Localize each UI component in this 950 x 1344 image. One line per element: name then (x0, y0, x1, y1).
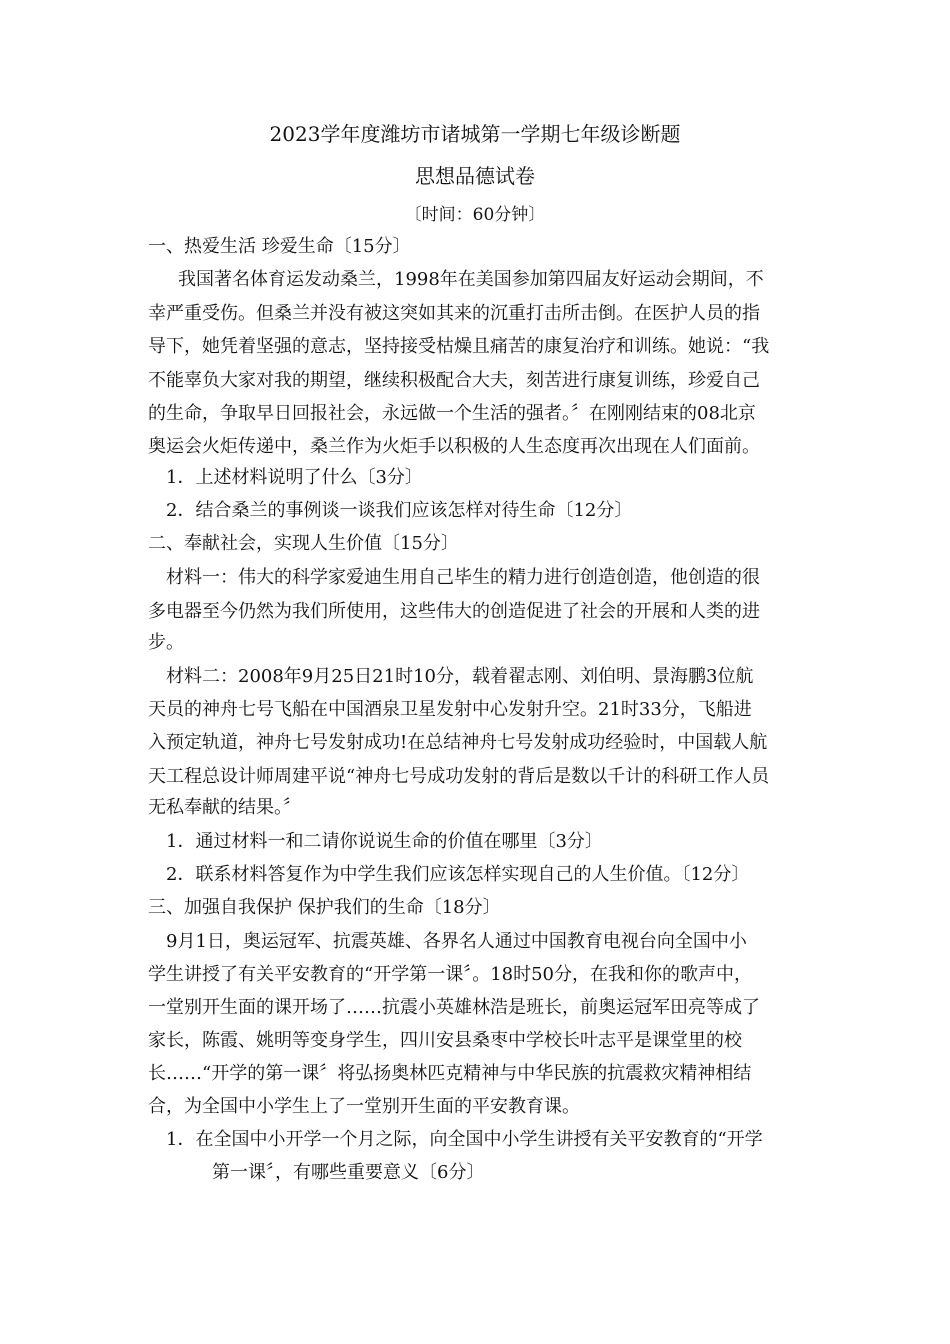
section3-text-line: 长……“开学的第一课〞将弘扬奥林匹克精神与中华民族的抗震救灾精神相结 (148, 1063, 752, 1084)
section2-material1-line: 材料一：伟大的科学家爱迪生用自己毕生的精力进行创造创造，他创造的很 (166, 567, 760, 588)
section2-material2-line: 入预定轨道，神舟七号发射成功!在总结神舟七号发射成功经验时，中国载人航 (148, 732, 768, 753)
section1-text-line: 不能辜负大家对我的期望，继续积极配合大夫，刻苦进行康复训练，珍爱自己 (148, 370, 760, 391)
section1-text-line: 我国著名体育运发动桑兰，1998年在美国参加第四届友好运动会期间，不 (178, 269, 764, 290)
section2-material2-line: 天员的神舟七号飞船在中国酒泉卫星发射中心发射升空。21时33分，飞船进 (148, 699, 752, 720)
section3-text-line: 学生讲授了有关平安教育的“开学第一课〞。18时50分，在我和你的歌声中， (148, 964, 753, 985)
section1-text-line: 的生命，争取早日回报社会，永远做一个生活的强者。〞在刚刚结束的08北京 (148, 403, 756, 424)
section3-heading: 三、加强自我保护 保护我们的生命〔18分〕 (148, 897, 501, 918)
section1-text-line: 导下，她凭着坚强的意志，坚持接受枯燥且痛苦的康复治疗和训练。她说：“我 (148, 336, 770, 357)
section3-text-line: 家长，陈霞、姚明等变身学生，四川安县桑枣中学校长叶志平是课堂里的校 (148, 1030, 742, 1051)
section1-text-line: 奥运会火炬传递中，桑兰作为火炬手以积极的人生态度再次出现在人们面前。 (148, 436, 760, 457)
exam-title: 2023学年度潍坊市诸城第一学期七年级诊断题 (269, 122, 681, 146)
section1-heading: 一、热爱生活 珍爱生命〔15分〕 (148, 236, 411, 257)
section2-question-2: 2．联系材料答复作为中学生我们应该怎样实现自己的人生价值。〔12分〕 (166, 864, 750, 885)
exam-time: 〔时间：60分钟〕 (404, 205, 546, 225)
section2-material1-line: 步。 (148, 632, 184, 653)
section2-material1-line: 多电器至今仍然为我们所使用，这些伟大的创造促进了社会的开展和人类的进 (148, 601, 760, 622)
section2-material2-line: 材料二：2008年9月25日21时10分，载着翟志刚、刘伯明、景海鹏3位航 (166, 666, 754, 687)
section2-material2-line: 天工程总设计师周建平说“神舟七号成功发射的背后是数以千计的科研工作人员 (148, 766, 770, 787)
exam-subtitle: 思想品德试卷 (415, 164, 535, 188)
section1-text-line: 幸严重受伤。但桑兰并没有被这突如其来的沉重打击所击倒。在医护人员的指 (148, 303, 760, 324)
section1-question-1: 1．上述材料说明了什么〔3分〕 (166, 467, 423, 488)
section3-text-line: 一堂别开生面的课开场了……抗震小英雄林浩是班长，前奥运冠军田亮等成了 (148, 997, 760, 1018)
section3-text-line: 合，为全国中小学生上了一堂别开生面的平安教育课。 (148, 1096, 580, 1117)
section1-question-2: 2．结合桑兰的事例谈一谈我们应该怎样对待生命〔12分〕 (166, 500, 633, 521)
section3-question-1-cont: 第一课〞，有哪些重要意义〔6分〕 (212, 1162, 485, 1183)
section2-material2-line: 无私奉献的结果。〞 (148, 797, 301, 818)
section2-heading: 二、奉献社会，实现人生价值〔15分〕 (148, 533, 459, 554)
section2-question-1: 1．通过材料一和二请你说说生命的价值在哪里〔3分〕 (166, 831, 603, 852)
section3-question-1: 1．在全国中小开学一个月之际，向全国中小学生讲授有关平安教育的“开学 (166, 1129, 763, 1150)
section3-text-line: 9月1日，奥运冠军、抗震英雄、各界名人通过中国教育电视台向全国中小 (166, 931, 747, 952)
